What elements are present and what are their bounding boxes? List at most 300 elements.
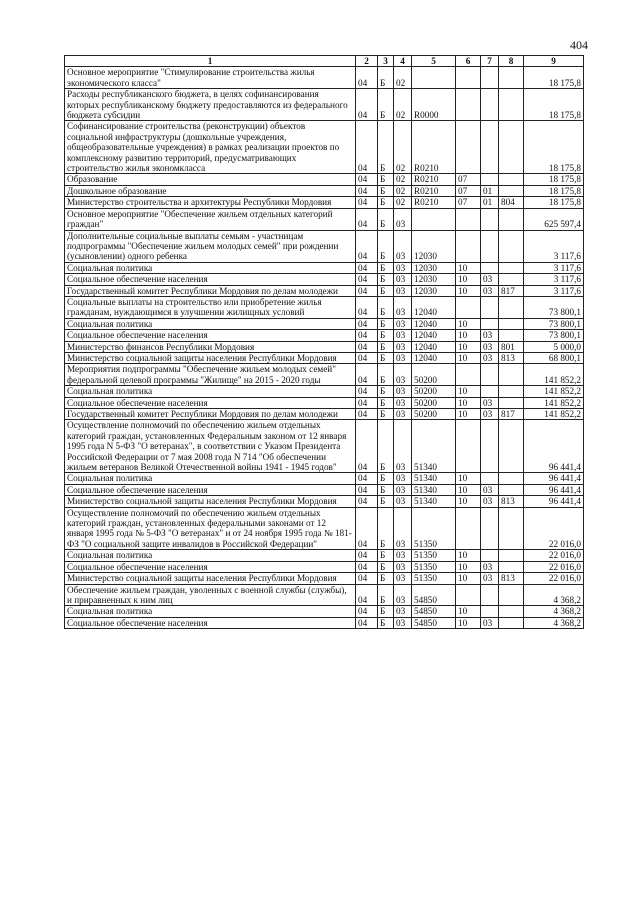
row-amount: 73 800,1 <box>524 318 584 329</box>
col-7-code <box>481 89 499 121</box>
col-3-code: Б <box>378 185 394 196</box>
table-row <box>65 409 584 420</box>
col-3-code: Б <box>378 89 394 121</box>
col-6-code <box>456 121 481 174</box>
col-3-code: Б <box>378 550 394 561</box>
col-7-code: 03 <box>481 330 499 341</box>
column-header-9: 9 <box>524 56 584 67</box>
col-5-code: 54850 <box>412 606 456 617</box>
row-name: Социальная политика <box>65 606 356 617</box>
col-4-code: 03 <box>394 318 412 329</box>
row-name: Социальная политика <box>65 318 356 329</box>
col-2-code: 04 <box>356 330 378 341</box>
col-2-code: 04 <box>356 185 378 196</box>
row-name: Основное мероприятие "Стимулирование строительства жилья экономического класса" <box>65 67 356 89</box>
col-7-code <box>481 121 499 174</box>
col-4-code: 03 <box>394 507 412 550</box>
col-2-code: 04 <box>356 397 378 408</box>
row-amount: 5 000,0 <box>524 341 584 352</box>
col-4-code: 03 <box>394 364 412 386</box>
row-name: Осуществление полномочий по обеспечению жильем отдельных категорий граждан, установленных федеральными законами от 12 января 1995 года № 5-ФЗ "О ветеранах" и от 24 ноября 1995 года № 181-ФЗ "О социальной защите инвалидов в Российской Федерации" <box>65 507 356 550</box>
col-3-code: Б <box>378 174 394 185</box>
col-2-code: 04 <box>356 606 378 617</box>
col-6-code: 10 <box>456 285 481 296</box>
col-6-code: 10 <box>456 617 481 628</box>
col-3-code: Б <box>378 230 394 262</box>
col-3-code: Б <box>378 573 394 584</box>
col-2-code: 04 <box>356 197 378 208</box>
table-row <box>65 550 584 561</box>
row-amount: 18 175,8 <box>524 89 584 121</box>
col-5-code: 12030 <box>412 230 456 262</box>
col-5-code: 12030 <box>412 285 456 296</box>
col-7-code <box>481 318 499 329</box>
row-amount: 18 175,8 <box>524 67 584 89</box>
table-row <box>65 397 584 408</box>
budget-table <box>64 55 584 629</box>
col-6-code: 07 <box>456 185 481 196</box>
col-5-code: 12040 <box>412 318 456 329</box>
col-6-code: 10 <box>456 409 481 420</box>
row-name: Расходы республиканского бюджета, в целях софинансирования которых республиканскому бюджету предоставляются из федерального бюджета субсидии <box>65 89 356 121</box>
row-name: Министерство финансов Республики Мордовия <box>65 341 356 352</box>
row-amount: 96 441,4 <box>524 473 584 484</box>
col-2-code: 04 <box>356 550 378 561</box>
col-8-code <box>499 262 524 273</box>
row-name: Социальное обеспечение населения <box>65 617 356 628</box>
col-6-code <box>456 89 481 121</box>
col-7-code: 03 <box>481 484 499 495</box>
row-amount: 73 800,1 <box>524 296 584 318</box>
col-6-code: 10 <box>456 496 481 507</box>
col-2-code: 04 <box>356 420 378 473</box>
col-3-code: Б <box>378 397 394 408</box>
col-7-code: 03 <box>481 274 499 285</box>
col-5-code: 12040 <box>412 352 456 363</box>
col-4-code: 03 <box>394 330 412 341</box>
col-4-code: 03 <box>394 584 412 606</box>
table-row <box>65 89 584 121</box>
col-4-code: 03 <box>394 617 412 628</box>
col-3-code: Б <box>378 318 394 329</box>
col-4-code: 03 <box>394 208 412 230</box>
table-row <box>65 364 584 386</box>
row-amount: 68 800,1 <box>524 352 584 363</box>
col-5-code: 50200 <box>412 364 456 386</box>
col-7-code <box>481 67 499 89</box>
row-amount: 22 016,0 <box>524 507 584 550</box>
row-amount: 4 368,2 <box>524 617 584 628</box>
col-6-code <box>456 420 481 473</box>
col-2-code: 04 <box>356 285 378 296</box>
table-row <box>65 274 584 285</box>
col-7-code <box>481 296 499 318</box>
col-7-code: 01 <box>481 185 499 196</box>
table-header-row <box>65 56 584 67</box>
table-row <box>65 285 584 296</box>
column-header-2: 2 <box>356 56 378 67</box>
col-3-code: Б <box>378 507 394 550</box>
col-2-code: 04 <box>356 208 378 230</box>
row-amount: 141 852,2 <box>524 409 584 420</box>
col-3-code: Б <box>378 364 394 386</box>
row-name: Социальное обеспечение населения <box>65 397 356 408</box>
col-8-code <box>499 89 524 121</box>
col-7-code: 03 <box>481 285 499 296</box>
col-6-code: 10 <box>456 386 481 397</box>
col-2-code: 04 <box>356 89 378 121</box>
row-name: Образование <box>65 174 356 185</box>
col-5-code: 54850 <box>412 617 456 628</box>
col-5-code <box>412 208 456 230</box>
col-4-code: 03 <box>394 341 412 352</box>
table-body <box>65 67 584 629</box>
col-7-code <box>481 230 499 262</box>
col-4-code: 03 <box>394 296 412 318</box>
col-4-code: 03 <box>394 262 412 273</box>
col-2-code: 04 <box>356 318 378 329</box>
row-amount: 141 852,2 <box>524 364 584 386</box>
col-3-code: Б <box>378 262 394 273</box>
col-8-code <box>499 606 524 617</box>
col-8-code <box>499 274 524 285</box>
col-3-code: Б <box>378 496 394 507</box>
col-6-code: 07 <box>456 197 481 208</box>
row-name: Осуществление полномочий по обеспечению жильем отдельных категорий граждан, установленных Федеральным законом от 12 января 1995 года N 5-ФЗ "О ветеранах", в соответствии с Указом Президента Российской Федерации от 7 мая 2008 года N 714 "Об обеспечении жильем ветеранов Великой Отечественной войны 1941 - 1945 годов" <box>65 420 356 473</box>
col-4-code: 03 <box>394 561 412 572</box>
col-6-code <box>456 230 481 262</box>
col-8-code <box>499 174 524 185</box>
col-8-code: 817 <box>499 409 524 420</box>
row-name: Министерство строительства и архитектуры Республики Мордовия <box>65 197 356 208</box>
col-8-code: 804 <box>499 197 524 208</box>
row-name: Социальная политика <box>65 386 356 397</box>
table-row <box>65 484 584 495</box>
col-5-code: 51350 <box>412 507 456 550</box>
col-8-code <box>499 330 524 341</box>
col-7-code <box>481 606 499 617</box>
column-header-7: 7 <box>481 56 499 67</box>
col-6-code <box>456 67 481 89</box>
col-4-code: 03 <box>394 274 412 285</box>
row-amount: 4 368,2 <box>524 606 584 617</box>
row-name: Дополнительные социальные выплаты семьям - участницам подпрограммы "Обеспечение жильем молодых семей" при рождении (усыновлении) одного ребенка <box>65 230 356 262</box>
col-6-code <box>456 364 481 386</box>
col-2-code: 04 <box>356 364 378 386</box>
col-7-code <box>481 262 499 273</box>
row-amount: 3 117,6 <box>524 262 584 273</box>
col-8-code <box>499 364 524 386</box>
row-name: Дошкольное образование <box>65 185 356 196</box>
col-3-code: Б <box>378 208 394 230</box>
col-8-code <box>499 507 524 550</box>
col-8-code <box>499 386 524 397</box>
col-3-code: Б <box>378 561 394 572</box>
col-3-code: Б <box>378 606 394 617</box>
col-3-code: Б <box>378 484 394 495</box>
row-amount: 18 175,8 <box>524 197 584 208</box>
column-header-3: 3 <box>378 56 394 67</box>
table-row <box>65 507 584 550</box>
col-3-code: Б <box>378 274 394 285</box>
row-name: Социальная политика <box>65 473 356 484</box>
col-6-code <box>456 584 481 606</box>
col-7-code: 03 <box>481 409 499 420</box>
col-2-code: 04 <box>356 484 378 495</box>
col-2-code: 04 <box>356 296 378 318</box>
row-name: Обеспечение жильем граждан, уволенных с военной службы (службы), и приравненных к ним лиц <box>65 584 356 606</box>
row-name: Социальная политика <box>65 550 356 561</box>
col-4-code: 02 <box>394 89 412 121</box>
col-5-code: 50200 <box>412 386 456 397</box>
col-8-code <box>499 121 524 174</box>
row-name: Софинансирование строительства (реконструкции) объектов социальной инфраструктуры (дошкольные учреждения, общеобразовательные учреждения) в рамках реализации проектов по комплексному развитию территорий, предусматривающих строительство жилья экономкласса <box>65 121 356 174</box>
table-row <box>65 262 584 273</box>
row-name: Социальное обеспечение населения <box>65 484 356 495</box>
col-6-code: 10 <box>456 318 481 329</box>
table-row <box>65 318 584 329</box>
col-6-code: 10 <box>456 473 481 484</box>
table-row <box>65 561 584 572</box>
col-2-code: 04 <box>356 507 378 550</box>
col-3-code: Б <box>378 386 394 397</box>
col-8-code: 813 <box>499 352 524 363</box>
row-amount: 18 175,8 <box>524 185 584 196</box>
col-5-code: 54850 <box>412 584 456 606</box>
col-4-code: 03 <box>394 386 412 397</box>
col-5-code: 51340 <box>412 473 456 484</box>
col-8-code <box>499 420 524 473</box>
row-name: Социальное обеспечение населения <box>65 561 356 572</box>
col-2-code: 04 <box>356 262 378 273</box>
col-3-code: Б <box>378 330 394 341</box>
col-8-code <box>499 318 524 329</box>
col-4-code: 03 <box>394 606 412 617</box>
col-3-code: Б <box>378 584 394 606</box>
table-row <box>65 174 584 185</box>
col-3-code: Б <box>378 197 394 208</box>
row-name: Государственный комитет Республики Мордовия по делам молодежи <box>65 285 356 296</box>
col-3-code: Б <box>378 285 394 296</box>
col-4-code: 03 <box>394 550 412 561</box>
col-2-code: 04 <box>356 230 378 262</box>
row-name: Министерство социальной защиты населения Республики Мордовия <box>65 352 356 363</box>
col-2-code: 04 <box>356 386 378 397</box>
row-amount: 96 441,4 <box>524 484 584 495</box>
col-3-code: Б <box>378 121 394 174</box>
table-row <box>65 208 584 230</box>
col-8-code: 813 <box>499 496 524 507</box>
col-7-code <box>481 420 499 473</box>
column-header-8: 8 <box>499 56 524 67</box>
col-4-code: 02 <box>394 174 412 185</box>
col-2-code: 04 <box>356 496 378 507</box>
page-number: 404 <box>570 38 588 52</box>
table-row <box>65 67 584 89</box>
row-name: Министерство социальной защиты населения Республики Мордовия <box>65 496 356 507</box>
col-2-code: 04 <box>356 274 378 285</box>
col-4-code: 03 <box>394 409 412 420</box>
col-8-code <box>499 473 524 484</box>
col-4-code: 03 <box>394 230 412 262</box>
column-header-1: 1 <box>65 56 356 67</box>
row-name: Социальное обеспечение населения <box>65 330 356 341</box>
col-8-code <box>499 230 524 262</box>
col-3-code: Б <box>378 409 394 420</box>
row-amount: 96 441,4 <box>524 420 584 473</box>
col-6-code <box>456 296 481 318</box>
col-5-code: 12040 <box>412 341 456 352</box>
col-5-code: 12040 <box>412 330 456 341</box>
row-amount: 18 175,8 <box>524 121 584 174</box>
col-5-code: 12030 <box>412 262 456 273</box>
col-5-code: 51350 <box>412 573 456 584</box>
table-row <box>65 496 584 507</box>
col-2-code: 04 <box>356 473 378 484</box>
col-5-code: 51350 <box>412 561 456 572</box>
col-7-code <box>481 364 499 386</box>
col-7-code <box>481 386 499 397</box>
col-5-code: 51350 <box>412 550 456 561</box>
col-4-code: 03 <box>394 397 412 408</box>
col-8-code <box>499 584 524 606</box>
col-2-code: 04 <box>356 573 378 584</box>
column-header-6: 6 <box>456 56 481 67</box>
row-name: Социальная политика <box>65 262 356 273</box>
table-row <box>65 197 584 208</box>
col-7-code <box>481 584 499 606</box>
col-3-code: Б <box>378 420 394 473</box>
col-4-code: 03 <box>394 484 412 495</box>
col-6-code: 10 <box>456 330 481 341</box>
col-7-code <box>481 174 499 185</box>
col-6-code: 10 <box>456 341 481 352</box>
col-8-code: 813 <box>499 573 524 584</box>
col-8-code: 817 <box>499 285 524 296</box>
column-header-4: 4 <box>394 56 412 67</box>
col-5-code: 12030 <box>412 274 456 285</box>
col-7-code: 01 <box>481 197 499 208</box>
table-row <box>65 352 584 363</box>
col-4-code: 03 <box>394 352 412 363</box>
col-5-code: R0210 <box>412 197 456 208</box>
col-8-code <box>499 550 524 561</box>
col-3-code: Б <box>378 296 394 318</box>
col-5-code: 51340 <box>412 496 456 507</box>
row-name: Министерство социальной защиты населения Республики Мордовия <box>65 573 356 584</box>
table-row <box>65 617 584 628</box>
col-8-code <box>499 296 524 318</box>
col-3-code: Б <box>378 341 394 352</box>
col-7-code <box>481 208 499 230</box>
col-2-code: 04 <box>356 341 378 352</box>
col-5-code: 12040 <box>412 296 456 318</box>
col-6-code: 10 <box>456 397 481 408</box>
col-2-code: 04 <box>356 67 378 89</box>
table-row <box>65 296 584 318</box>
col-8-code <box>499 484 524 495</box>
row-amount: 3 117,6 <box>524 230 584 262</box>
col-2-code: 04 <box>356 174 378 185</box>
col-7-code <box>481 473 499 484</box>
col-5-code: 50200 <box>412 397 456 408</box>
col-4-code: 02 <box>394 197 412 208</box>
table-row <box>65 420 584 473</box>
col-7-code: 03 <box>481 352 499 363</box>
col-5-code: R0210 <box>412 174 456 185</box>
row-amount: 22 016,0 <box>524 573 584 584</box>
col-6-code <box>456 208 481 230</box>
col-4-code: 03 <box>394 473 412 484</box>
table-row <box>65 330 584 341</box>
row-amount: 141 852,2 <box>524 397 584 408</box>
col-3-code: Б <box>378 617 394 628</box>
col-6-code <box>456 507 481 550</box>
col-3-code: Б <box>378 473 394 484</box>
row-name: Основное мероприятие "Обеспечение жильем отдельных категорий граждан" <box>65 208 356 230</box>
col-7-code: 03 <box>481 397 499 408</box>
col-8-code <box>499 185 524 196</box>
col-5-code: R0000 <box>412 89 456 121</box>
row-amount: 22 016,0 <box>524 550 584 561</box>
col-6-code: 10 <box>456 550 481 561</box>
col-6-code: 07 <box>456 174 481 185</box>
col-6-code: 10 <box>456 606 481 617</box>
row-amount: 3 117,6 <box>524 285 584 296</box>
table-row <box>65 573 584 584</box>
col-4-code: 03 <box>394 420 412 473</box>
col-2-code: 04 <box>356 584 378 606</box>
table-row <box>65 121 584 174</box>
col-5-code <box>412 67 456 89</box>
col-2-code: 04 <box>356 409 378 420</box>
col-4-code: 02 <box>394 185 412 196</box>
col-7-code: 03 <box>481 573 499 584</box>
col-5-code: 51340 <box>412 420 456 473</box>
col-8-code <box>499 397 524 408</box>
table-row <box>65 606 584 617</box>
col-7-code <box>481 507 499 550</box>
col-5-code: R0210 <box>412 185 456 196</box>
col-7-code: 03 <box>481 617 499 628</box>
col-4-code: 03 <box>394 285 412 296</box>
col-2-code: 04 <box>356 121 378 174</box>
col-3-code: Б <box>378 352 394 363</box>
col-5-code: 50200 <box>412 409 456 420</box>
row-amount: 3 117,6 <box>524 274 584 285</box>
col-8-code <box>499 617 524 628</box>
row-amount: 22 016,0 <box>524 561 584 572</box>
row-amount: 73 800,1 <box>524 330 584 341</box>
col-6-code: 10 <box>456 573 481 584</box>
row-name: Государственный комитет Республики Мордовия по делам молодежи <box>65 409 356 420</box>
table-row <box>65 185 584 196</box>
col-6-code: 10 <box>456 352 481 363</box>
col-6-code: 10 <box>456 274 481 285</box>
col-5-code: 51340 <box>412 484 456 495</box>
row-name: Мероприятия подпрограммы "Обеспечение жильем молодых семей" федеральной целевой программы "Жилище" на 2015 - 2020 годы <box>65 364 356 386</box>
row-amount: 625 597,4 <box>524 208 584 230</box>
col-8-code <box>499 208 524 230</box>
row-name: Социальные выплаты на строительство или приобретение жилья гражданам, нуждающимся в улучшении жилищных условий <box>65 296 356 318</box>
col-2-code: 04 <box>356 561 378 572</box>
col-7-code <box>481 550 499 561</box>
col-7-code: 03 <box>481 341 499 352</box>
col-6-code: 10 <box>456 561 481 572</box>
row-amount: 4 368,2 <box>524 584 584 606</box>
col-4-code: 03 <box>394 496 412 507</box>
row-amount: 96 441,4 <box>524 496 584 507</box>
